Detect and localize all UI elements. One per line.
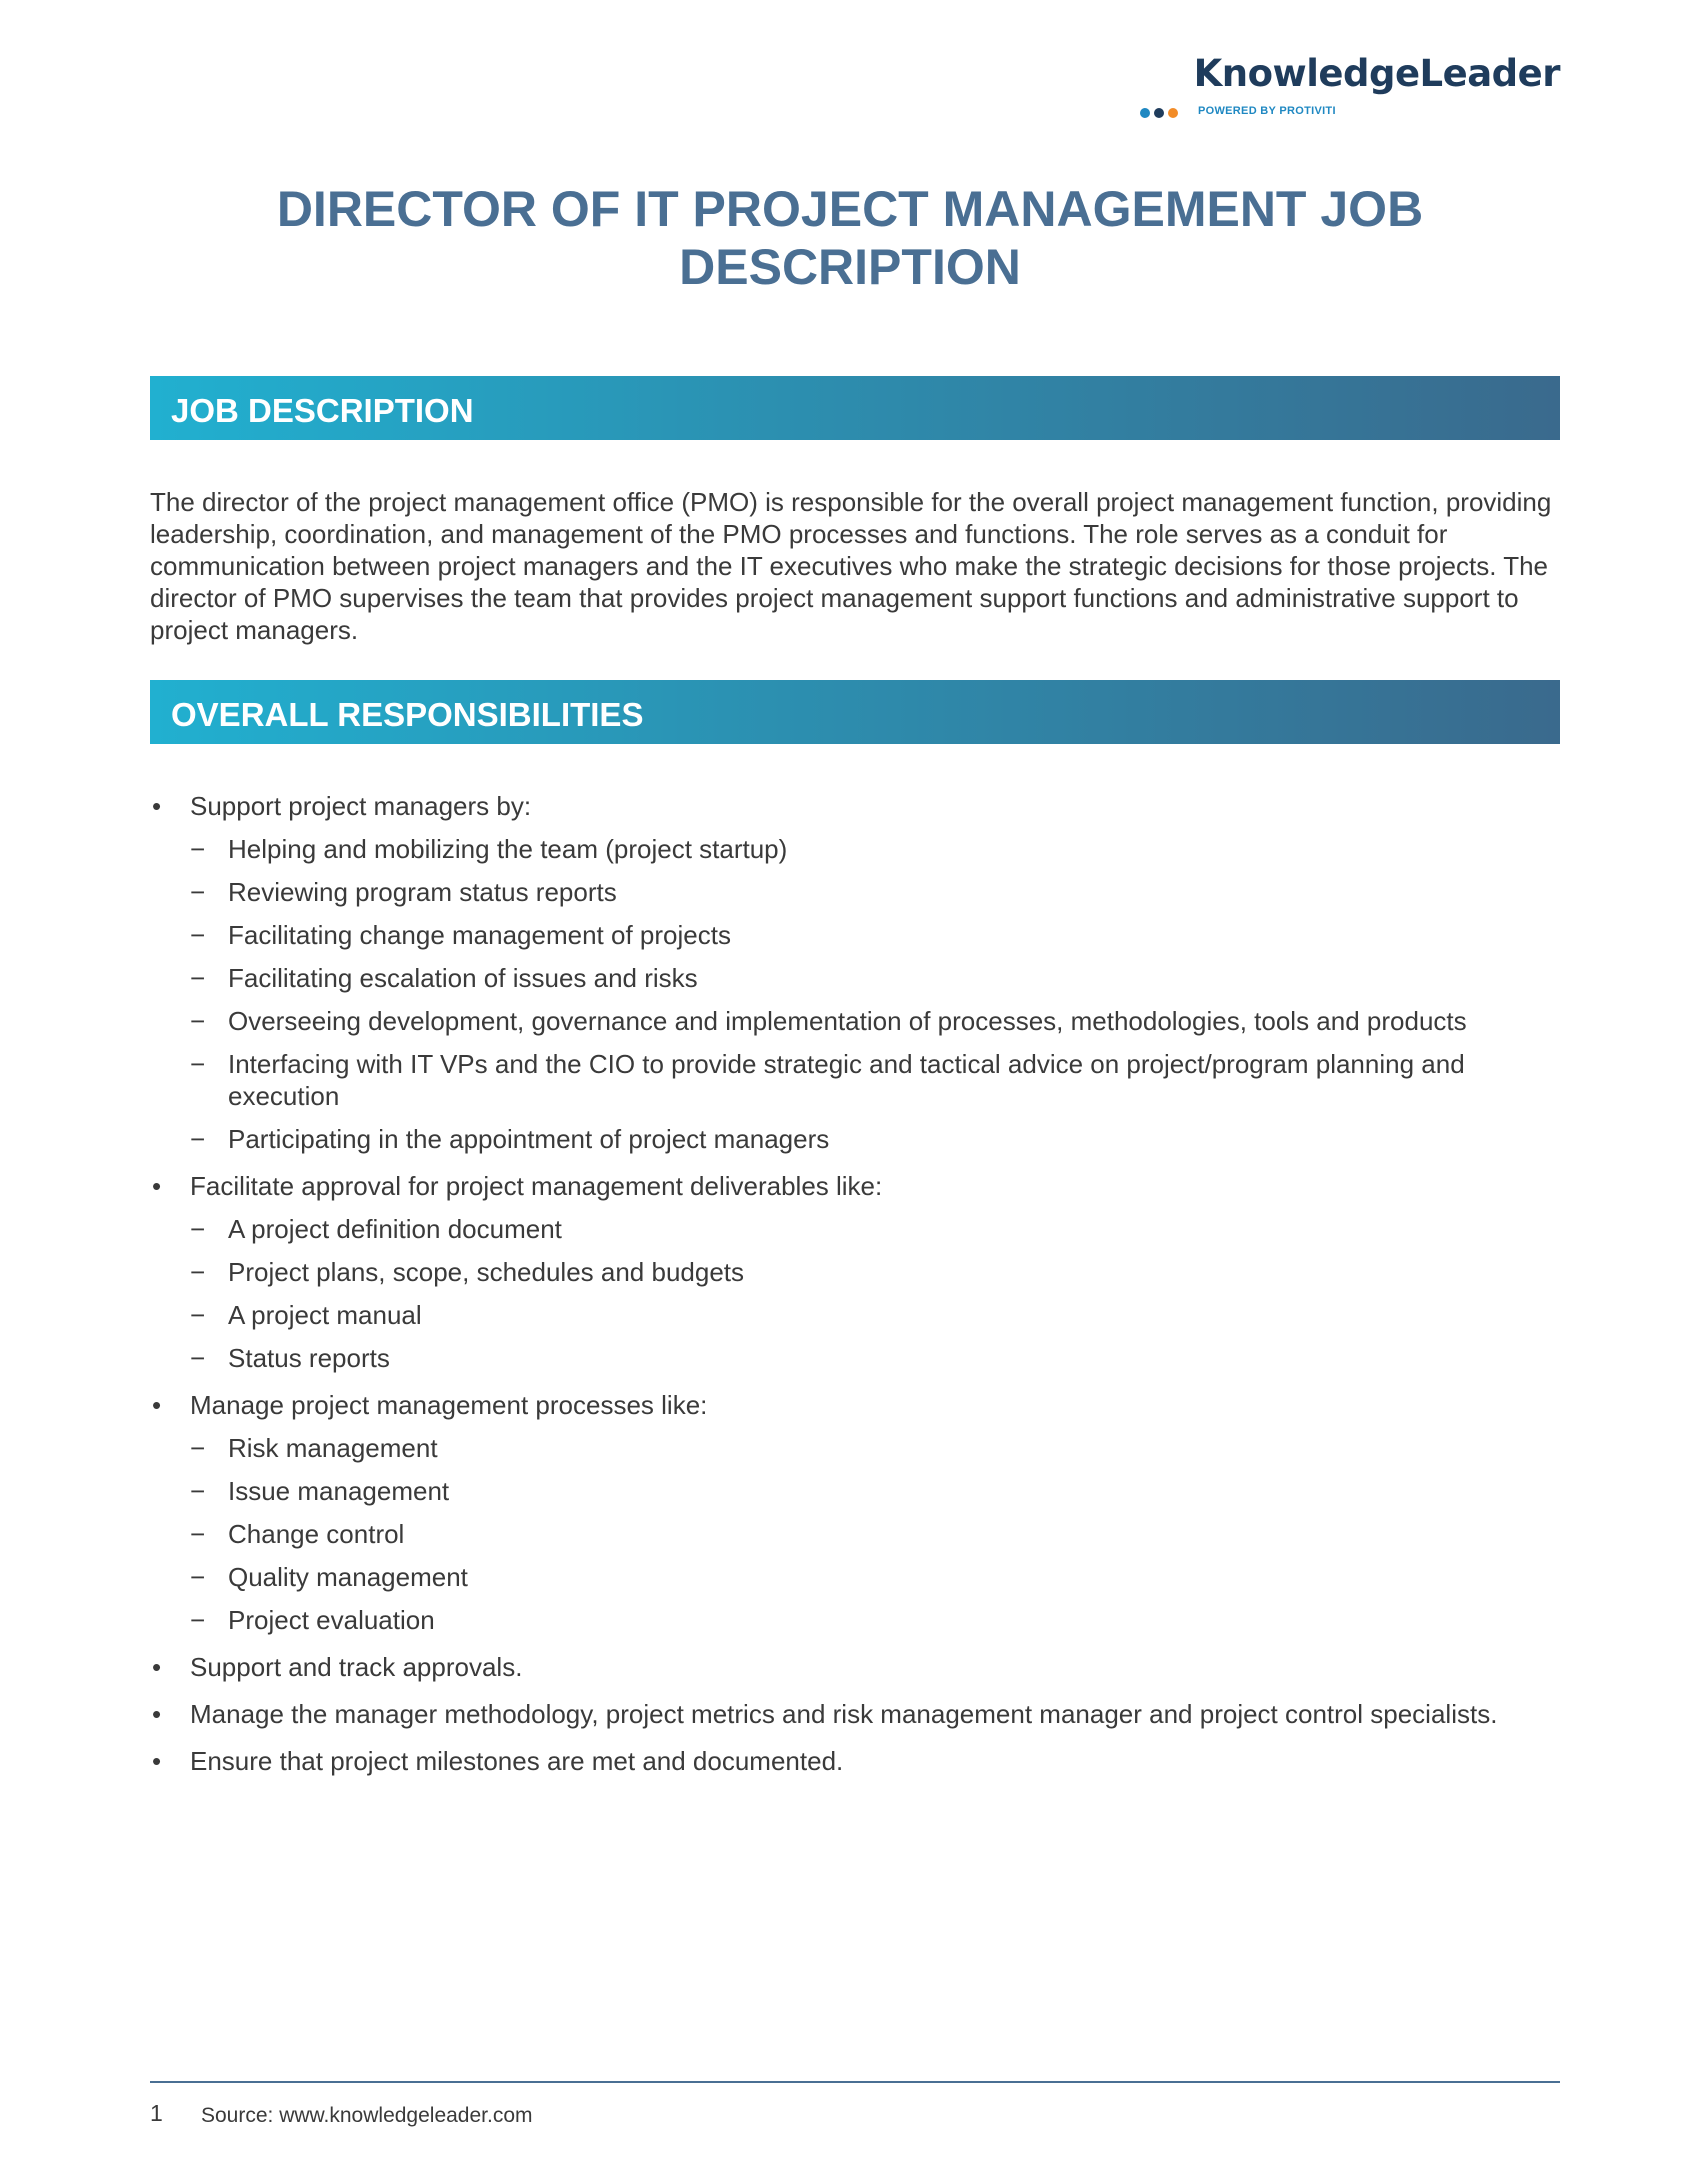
logo-wordmark: KnowledgeLeader: [1193, 52, 1560, 95]
responsibility-subitem: − Project evaluation: [190, 1604, 1560, 1636]
responsibility-sublist: [190, 1213, 1560, 1374]
responsibility-subitem: − Facilitating change management of projects: [190, 919, 1560, 951]
responsibility-sublist: [190, 833, 1560, 1155]
responsibility-item: [150, 1170, 1560, 1374]
responsibility-subitem: − Status reports: [190, 1342, 1560, 1374]
responsibility-subitem: − Project plans, scope, schedules and budgets: [190, 1256, 1560, 1288]
document-title: DIRECTOR OF IT PROJECT MANAGEMENT JOB DESCRIPTION: [276, 181, 1424, 295]
responsibilities-list: [150, 790, 1560, 1792]
logo-dot: [1168, 108, 1178, 118]
logo-dots-icon: [1140, 105, 1182, 123]
section-heading: JOB DESCRIPTION: [171, 392, 474, 429]
responsibility-item: [150, 1698, 1560, 1730]
responsibility-text: Ensure that project milestones are met and documented.: [190, 1746, 844, 1776]
responsibility-sublist: [190, 1432, 1560, 1636]
responsibility-text: Support and track approvals.: [190, 1652, 523, 1682]
responsibility-subitem: − Participating in the appointment of project managers: [190, 1123, 1560, 1155]
responsibility-item: [150, 1389, 1560, 1636]
responsibility-text: Support project managers by:: [190, 791, 532, 821]
responsibility-subitem: − Risk management: [190, 1432, 1560, 1464]
responsibility-item: [150, 1651, 1560, 1683]
responsibility-subitem: − Issue management: [190, 1475, 1560, 1507]
responsibility-subitem: − Reviewing program status reports: [190, 876, 1560, 908]
logo-dot: [1140, 108, 1150, 118]
responsibility-subitem: − Facilitating escalation of issues and risks: [190, 962, 1560, 994]
responsibility-subitem: − Helping and mobilizing the team (project startup): [190, 833, 1560, 865]
source-text: Source: www.knowledgeleader.com: [201, 2104, 533, 2127]
responsibility-subitem: − Overseeing development, governance and implementation of processes, methodologies, tools and products: [190, 1005, 1560, 1037]
job-description-text: The director of the project management office (PMO) is responsible for the overall project management function, providing leadership, coordination, and management of the PMO processes and functions. The role serves as a conduit for communication between project managers and the IT executives who make the strategic decisions for those projects. The director of PMO supervises the team that provides project management support functions and administrative support to project managers.: [150, 487, 1552, 645]
responsibility-subitem: − A project manual: [190, 1299, 1560, 1331]
responsibility-text: Manage project management processes like:: [190, 1390, 708, 1420]
knowledgeleader-logo: [1140, 52, 1560, 123]
responsibility-subitem: − Interfacing with IT VPs and the CIO to provide strategic and tactical advice on project/program planning and execution: [190, 1048, 1560, 1112]
responsibility-text: Facilitate approval for project management deliverables like:: [190, 1171, 883, 1201]
responsibility-subitem: − Quality management: [190, 1561, 1560, 1593]
section-header-responsibilities: [150, 680, 1560, 744]
page-number: 1: [150, 2100, 163, 2126]
responsibility-item: [150, 1745, 1560, 1777]
section-header-job-description: [150, 376, 1560, 440]
responsibility-subitem: − A project definition document: [190, 1213, 1560, 1245]
responsibility-item: [150, 790, 1560, 1155]
logo-dot: [1154, 108, 1164, 118]
responsibility-subitem: − Change control: [190, 1518, 1560, 1550]
footer-divider: [150, 2081, 1560, 2083]
section-heading: OVERALL RESPONSIBILITIES: [171, 696, 644, 733]
responsibility-text: Manage the manager methodology, project metrics and risk management manager and project control specialists.: [190, 1699, 1498, 1729]
logo-tagline: POWERED BY PROTIVITI: [1198, 105, 1336, 117]
